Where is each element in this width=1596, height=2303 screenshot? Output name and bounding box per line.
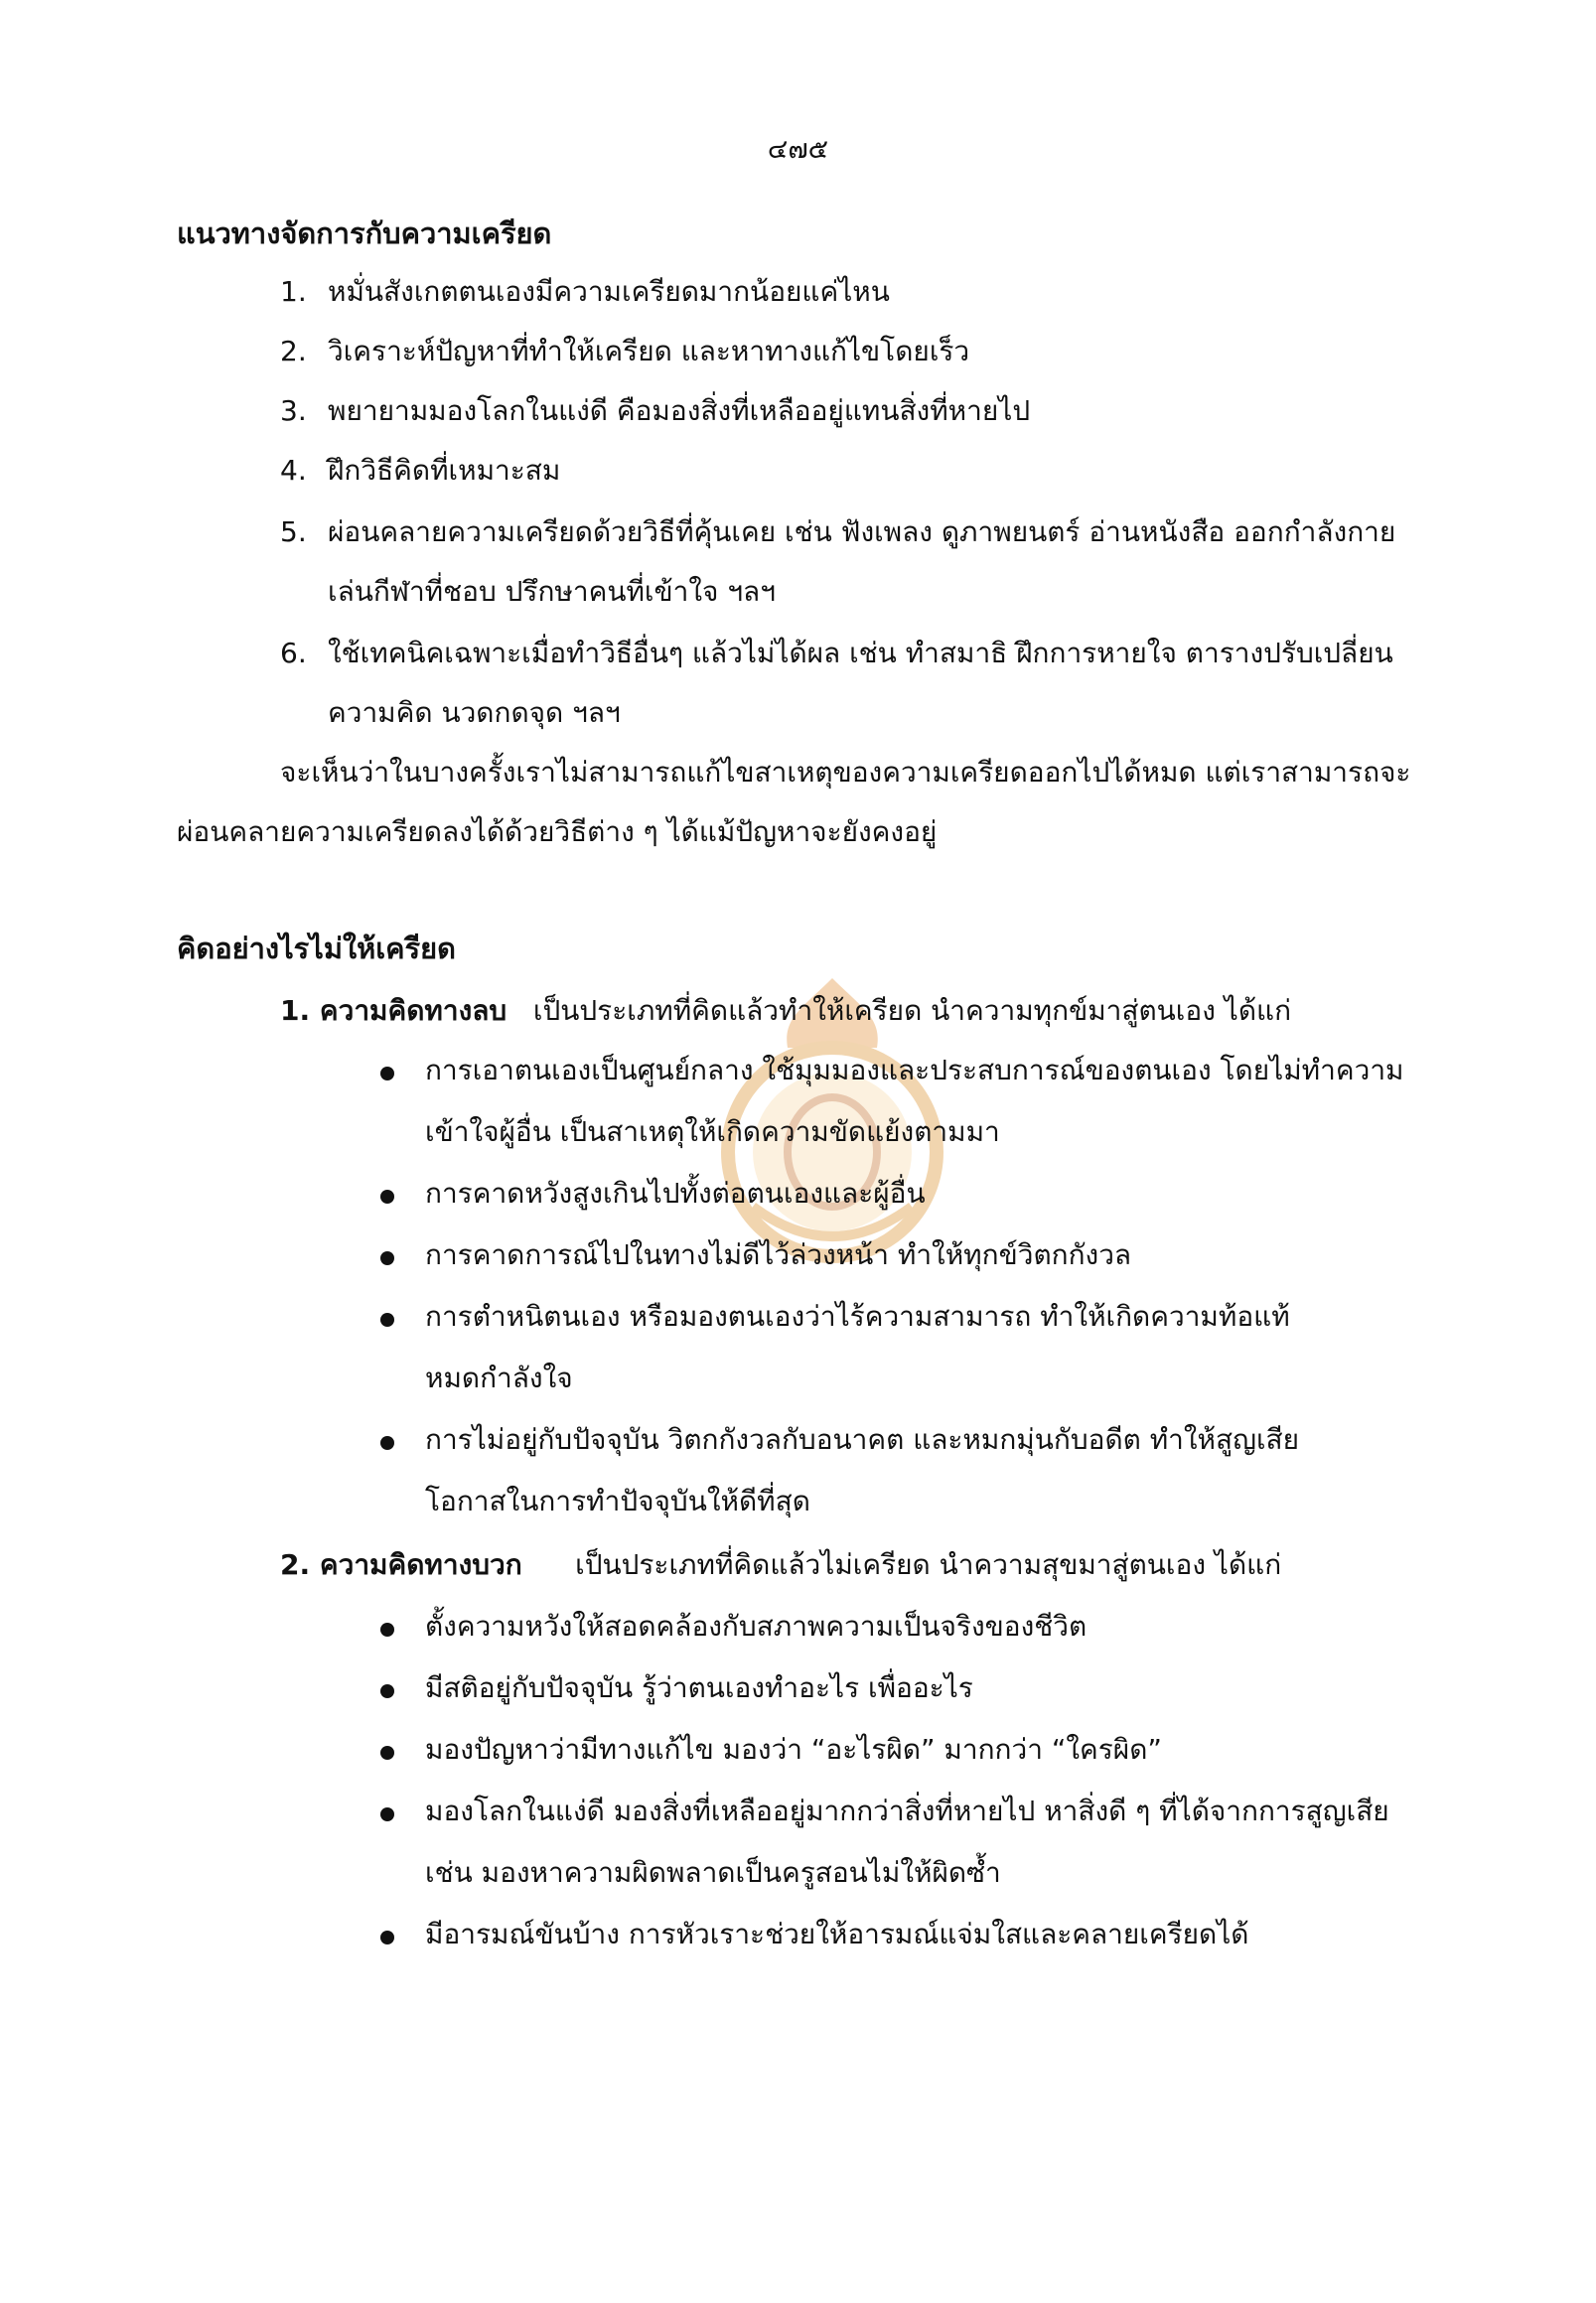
bullet-icon bbox=[380, 1684, 394, 1698]
bullet-icon bbox=[380, 1067, 394, 1080]
section1-heading: แนวทางจัดการกับความเครียด bbox=[177, 216, 552, 250]
bullet-item: มีอารมณ์ขันบ้าง การหัวเราะช่วยให้อารมณ์แจ่มใสและคลายเครียดได้ bbox=[425, 1918, 1249, 1950]
bullet-item-continuation: เช่น มองหาความผิดพลาดเป็นครูสอนไม่ให้ผิดซ้ำ bbox=[425, 1856, 1001, 1889]
bullet-icon bbox=[380, 1807, 394, 1821]
positive-thinking-label: 2. ความคิดทางบวก bbox=[280, 1548, 522, 1581]
bullet-icon bbox=[380, 1931, 394, 1944]
bullet-icon bbox=[380, 1190, 394, 1204]
negative-thinking-desc: เป็นประเภทที่คิดแล้วทำให้เครียด นำความทุกข์มาสู่ตนเอง ได้แก่ bbox=[532, 994, 1292, 1027]
page-number: ๔๗๕ bbox=[767, 134, 829, 165]
bullet-icon bbox=[380, 1746, 394, 1760]
bullet-icon bbox=[380, 1436, 394, 1450]
bullet-item: ตั้งความหวังให้สอดคล้องกับสภาพความเป็นจริงของชีวิต bbox=[425, 1610, 1088, 1643]
bullet-item-continuation: เข้าใจผู้อื่น เป็นสาเหตุให้เกิดความขัดแย้งตามมา bbox=[425, 1115, 1000, 1148]
list-item: 2. วิเคราะห์ปัญหาที่ทำให้เครียด และหาทางแก้ไขโดยเร็ว bbox=[280, 335, 970, 367]
positive-thinking-heading bbox=[280, 1543, 1281, 1587]
bullet-item: การไม่อยู่กับปัจจุบัน วิตกกังวลกับอนาคต และหมกมุ่นกับอดีต ทำให้สูญเสีย bbox=[425, 1423, 1300, 1456]
bullet-icon bbox=[380, 1623, 394, 1637]
summary-paragraph-line: จะเห็นว่าในบางครั้งเราไม่สามารถแก้ไขสาเหตุของความเครียดออกไปได้หมด แต่เราสามารถจะ bbox=[280, 756, 1411, 789]
bullet-item: มองโลกในแง่ดี มองสิ่งที่เหลืออยู่มากกว่าสิ่งที่หายไป หาสิ่งดี ๆ ที่ได้จากการสูญเสีย bbox=[425, 1795, 1389, 1827]
bullet-item-continuation: หมดกำลังใจ bbox=[425, 1362, 573, 1394]
negative-thinking-heading bbox=[280, 989, 1291, 1033]
bullet-item: การคาดการณ์ไปในทางไม่ดีไว้ล่วงหน้า ทำให้ทุกข์วิตกกังวล bbox=[425, 1238, 1132, 1271]
section2-heading: คิดอย่างไรไม่ให้เครียด bbox=[177, 932, 456, 965]
bullet-item: มีสติอยู่กับปัจจุบัน รู้ว่าตนเองทำอะไร เพื่ออะไร bbox=[425, 1671, 973, 1704]
list-item: 4. ฝึกวิธีคิดที่เหมาะสม bbox=[280, 454, 561, 487]
list-item: 6. ใช้เทคนิคเฉพาะเมื่อทำวิธีอื่นๆ แล้วไม่ได้ผล เช่น ทำสมาธิ ฝึกการหายใจ ตารางปรับเปลี่ยน bbox=[280, 637, 1393, 669]
bullet-item-continuation: โอกาสในการทำปัจจุบันให้ดีที่สุด bbox=[425, 1485, 810, 1517]
list-item: 1. หมั่นสังเกตตนเองมีความเครียดมากน้อยแค่ไหน bbox=[280, 275, 890, 308]
bullet-item: การตำหนิตนเอง หรือมองตนเองว่าไร้ความสามารถ ทำให้เกิดความท้อแท้ bbox=[425, 1300, 1290, 1333]
bullet-icon bbox=[380, 1251, 394, 1265]
bullet-item: การคาดหวังสูงเกินไปทั้งต่อตนเองและผู้อื่น bbox=[425, 1177, 926, 1210]
list-item-continuation: ความคิด นวดกดจุด ฯลฯ bbox=[328, 696, 621, 729]
bullet-item: มองปัญหาว่ามีทางแก้ไข มองว่า “อะไรผิด” มากกว่า “ใครผิด” bbox=[425, 1733, 1162, 1766]
bullet-item: การเอาตนเองเป็นศูนย์กลาง ใช้มุมมองและประสบการณ์ของตนเอง โดยไม่ทำความ bbox=[425, 1054, 1404, 1086]
negative-thinking-label: 1. ความคิดทางลบ bbox=[280, 994, 508, 1027]
list-item: 5. ผ่อนคลายความเครียดด้วยวิธีที่คุ้นเคย เช่น ฟังเพลง ดูภาพยนตร์ อ่านหนังสือ ออกกำลังกาย bbox=[280, 515, 1396, 548]
list-item: 3. พยายามมองโลกในแง่ดี คือมองสิ่งที่เหลืออยู่แทนสิ่งที่หายไป bbox=[280, 394, 1031, 427]
bullet-icon bbox=[380, 1313, 394, 1327]
summary-paragraph-line: ผ่อนคลายความเครียดลงได้ด้วยวิธีต่าง ๆ ได้แม้ปัญหาจะยังคงอยู่ bbox=[177, 815, 938, 848]
list-item-continuation: เล่นกีฬาที่ชอบ ปรึกษาคนที่เข้าใจ ฯลฯ bbox=[328, 575, 776, 608]
positive-thinking-desc: เป็นประเภทที่คิดแล้วไม่เครียด นำความสุขมาสู่ตนเอง ได้แก่ bbox=[575, 1548, 1282, 1581]
